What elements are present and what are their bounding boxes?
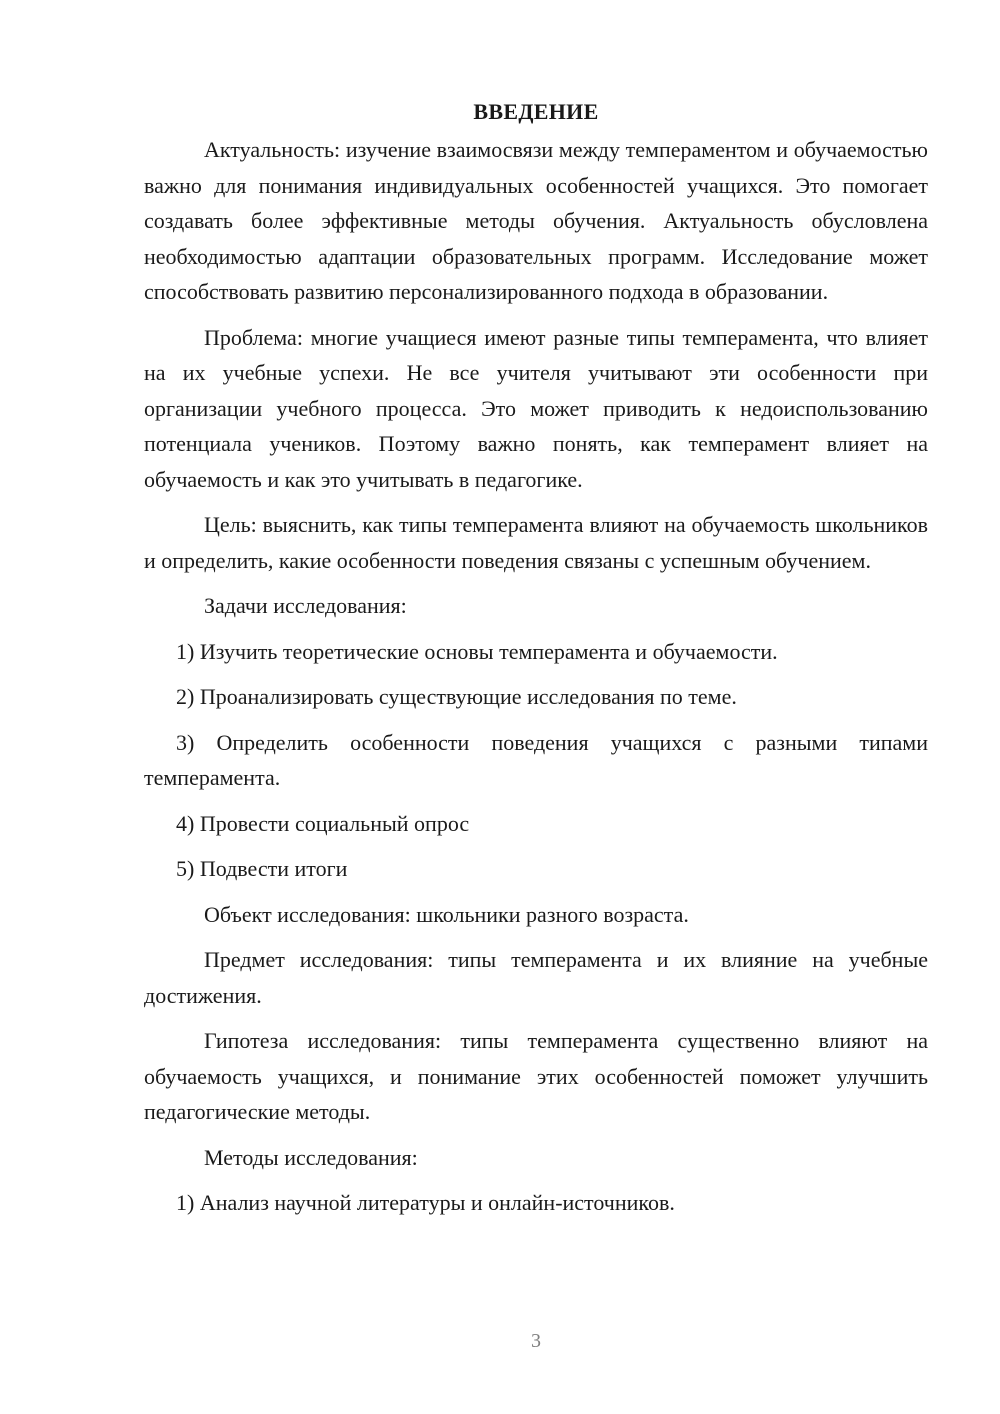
task-item: 2) Проанализировать существующие исследования по теме. (176, 684, 737, 709)
methods-heading: Методы исследования: (204, 1144, 418, 1170)
page-number: 3 (531, 1330, 541, 1352)
page-content (144, 94, 928, 1231)
section-title: ВВЕДЕНИЕ (473, 99, 599, 124)
task-item: 3) Определить особенности поведения учащихся с разными типами темперамента. (144, 729, 928, 790)
tasks-heading: Задачи исследования: (204, 593, 407, 618)
subject-paragraph: Предмет исследования: типы темперамента и их влияние на учебные достижения. (144, 947, 928, 1008)
problem-paragraph: Проблема: многие учащиеся имеют разные типы темперамента, что влияет на их учебные успехи. Не все учителя учитывают эти особенности при организации учебного процесса. Это может приводить к недоиспользованию потенциала учеников. Поэтому важно понять, как темперамент влияет на обучаемость и как это учитывать в педагогике. (144, 324, 928, 492)
task-item: 1) Изучить теоретические основы темперамента и обучаемости. (176, 638, 778, 664)
task-item: 4) Провести социальный опрос (176, 810, 470, 836)
relevance-paragraph: Актуальность: изучение взаимосвязи между темпераментом и обучаемостью важно для понимания индивидуальных особенностей учащихся. Это помогает создавать более эффективные методы обучения. Актуальность обусловлена необходимостью адаптации образовательных программ. Исследование может способствовать развитию персонализированного подхода в образовании. (144, 137, 928, 304)
method-item: 1) Анализ научной литературы и онлайн-источников. (176, 1190, 675, 1215)
object-paragraph: Объект исследования: школьники разного возраста. (204, 901, 689, 927)
hypothesis-paragraph: Гипотеза исследования: типы темперамента существенно влияют на обучаемость учащихся, и понимание этих особенностей поможет улучшить педагогические методы. (144, 1028, 928, 1124)
goal-paragraph: Цель: выяснить, как типы темперамента влияют на обучаемость школьников и определить, какие особенности поведения связаны с успешным обучением. (144, 512, 928, 573)
task-item: 5) Подвести итоги (176, 856, 348, 881)
